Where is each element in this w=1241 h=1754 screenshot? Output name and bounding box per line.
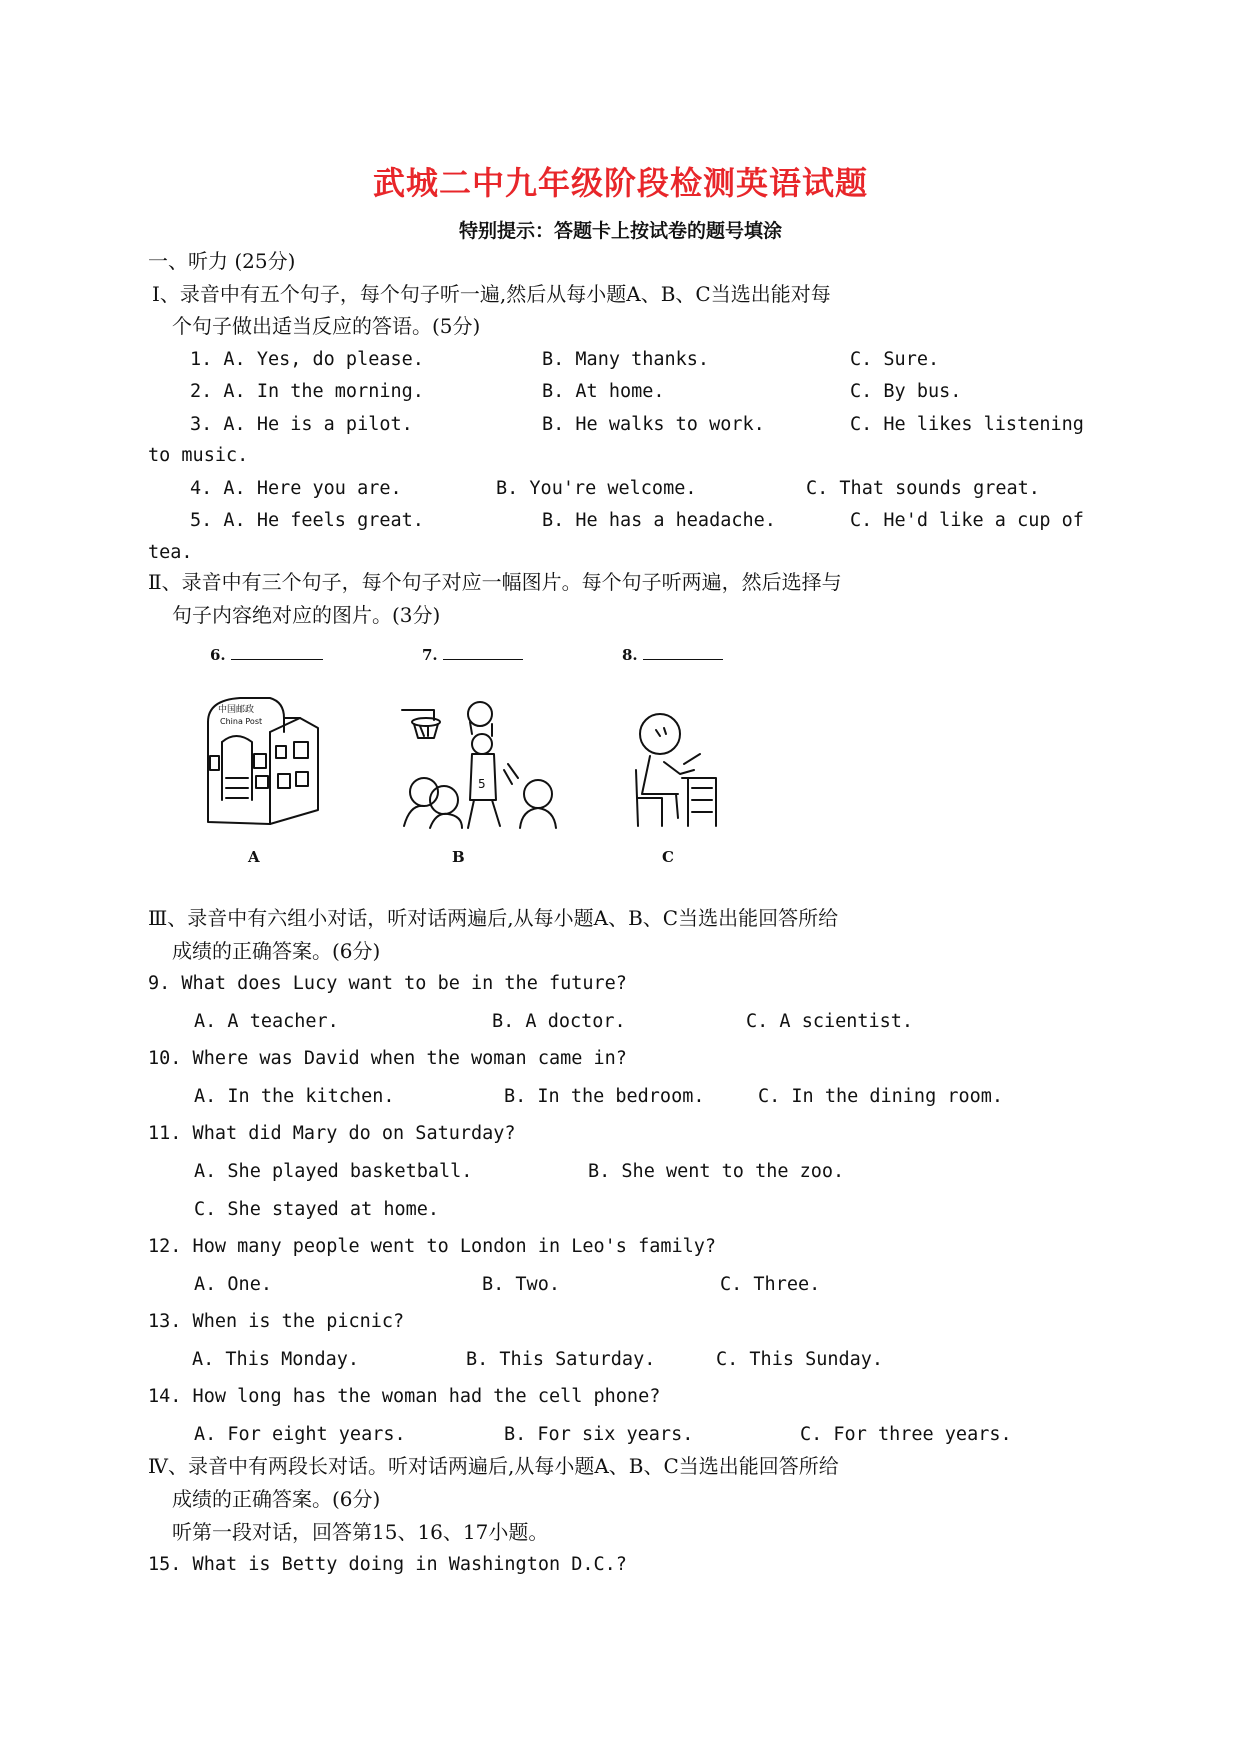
q3-option-a: 3. A. He is a pilot.	[190, 414, 413, 435]
part-heading-listening: 一、听力 (25分)	[148, 249, 296, 273]
q1-option-c: C. Sure.	[850, 349, 940, 370]
q4-option-c: C. That sounds great.	[806, 478, 1040, 499]
section4-sub-instruction: 听第一段对话，回答第15、16、17小题。	[172, 1520, 549, 1544]
q4-option-a: 4. A. Here you are.	[190, 478, 402, 499]
picture-label-a: A	[248, 848, 260, 866]
q10-question: 10. Where was David when the woman came in?	[148, 1048, 627, 1069]
q3-option-c: C. He likes listening	[850, 414, 1084, 435]
q3-option-b: B. He walks to work.	[542, 414, 765, 435]
q12-option-c: C. Three.	[720, 1274, 821, 1295]
q9-option-a: A. A teacher.	[194, 1011, 339, 1032]
q13-option-a: A. This Monday.	[192, 1349, 360, 1370]
picture-label-b: B	[452, 848, 465, 866]
post-office-drawing	[200, 692, 330, 832]
q2-option-b: B. At home.	[542, 381, 665, 402]
q13-option-c: C. This Sunday.	[716, 1349, 884, 1370]
blank-7: 7.	[422, 646, 523, 664]
q13-option-b: B. This Saturday.	[466, 1349, 656, 1370]
q9-option-c: C. A scientist.	[746, 1011, 914, 1032]
q12-option-b: B. Two.	[482, 1274, 560, 1295]
basketball-drawing	[400, 700, 560, 830]
q13-question: 13. When is the picnic?	[148, 1311, 405, 1332]
q10-option-c: C. In the dining room.	[758, 1086, 1004, 1107]
q9-question: 9. What does Lucy want to be in the future?	[148, 973, 627, 994]
blank-6: 6.	[210, 646, 323, 664]
q14-option-a: A. For eight years.	[194, 1424, 406, 1445]
section1-instruction-line1: Ⅰ、录音中有五个句子，每个句子听一遍,然后从每小题A、B、C当选出能对每	[152, 282, 831, 306]
section3-instruction-line1: Ⅲ、录音中有六组小对话，听对话两遍后,从每小题A、B、C当选出能回答所给	[148, 906, 839, 930]
q2-option-c: C. By bus.	[850, 381, 962, 402]
q10-option-a: A. In the kitchen.	[194, 1086, 395, 1107]
desk-study-drawing	[628, 708, 728, 830]
q2-option-a: 2. A. In the morning.	[190, 381, 424, 402]
answer-sheet-notice: 特别提示：答题卡上按试卷的题号填涂	[458, 220, 782, 242]
section4-instruction-line2: 成绩的正确答案。(6分)	[172, 1487, 381, 1511]
section3-instruction-line2: 成绩的正确答案。(6分)	[172, 939, 381, 963]
q15-question: 15. What is Betty doing in Washington D.C.?	[148, 1554, 627, 1575]
q11-question: 11. What did Mary do on Saturday?	[148, 1123, 516, 1144]
q1-option-a: 1. A. Yes, do please.	[190, 349, 424, 370]
exam-title: 武城二中九年级阶段检测英语试题	[372, 164, 868, 202]
picture-label-c: C	[662, 848, 674, 866]
q5-option-a: 5. A. He feels great.	[190, 510, 424, 531]
q3-option-c-continued: to music.	[148, 445, 249, 466]
q11-option-a: A. She played basketball.	[194, 1161, 473, 1182]
q5-option-c: C. He'd like a cup of	[850, 510, 1084, 531]
q9-option-b: B. A doctor.	[492, 1011, 626, 1032]
q5-option-b: B. He has a headache.	[542, 510, 776, 531]
blank-8: 8.	[622, 646, 723, 664]
q1-option-b: B. Many thanks.	[542, 349, 710, 370]
q12-question: 12. How many people went to London in Leo's family?	[148, 1236, 717, 1257]
q14-option-b: B. For six years.	[504, 1424, 694, 1445]
section1-instruction-line2: 个句子做出适当反应的答语。(5分)	[172, 314, 481, 338]
q12-option-a: A. One.	[194, 1274, 272, 1295]
post-office-sign-english: China Post	[220, 717, 263, 726]
post-office-sign-chinese: 中国邮政	[218, 705, 255, 715]
q4-option-b: B. You're welcome.	[496, 478, 697, 499]
jersey-number: 5	[478, 777, 486, 791]
q11-option-b: B. She went to the zoo.	[588, 1161, 845, 1182]
q14-option-c: C. For three years.	[800, 1424, 1012, 1445]
q11-option-c: C. She stayed at home.	[194, 1199, 440, 1220]
q10-option-b: B. In the bedroom.	[504, 1086, 705, 1107]
q14-question: 14. How long has the woman had the cell phone?	[148, 1386, 661, 1407]
section2-instruction-line1: Ⅱ、录音中有三个句子，每个句子对应一幅图片。每个句子听两遍，然后选择与	[148, 570, 842, 594]
section2-instruction-line2: 句子内容绝对应的图片。(3分)	[172, 603, 441, 627]
q5-option-c-continued: tea.	[148, 542, 193, 563]
section4-instruction-line1: Ⅳ、录音中有两段长对话。听对话两遍后,从每小题A、B、C当选出能回答所给	[148, 1454, 839, 1478]
